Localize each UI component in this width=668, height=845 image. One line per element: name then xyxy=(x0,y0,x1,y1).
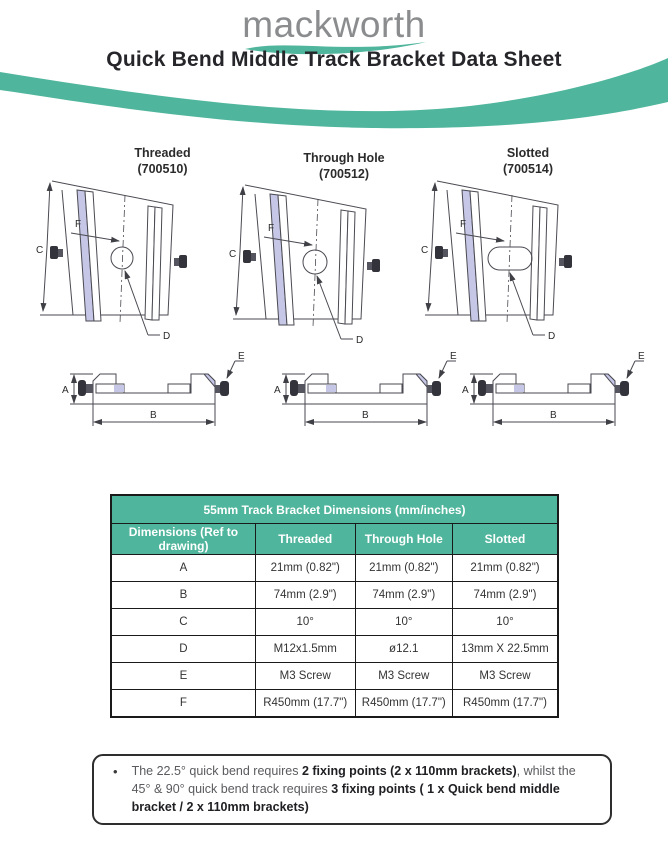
dim-label-a: A xyxy=(462,385,469,396)
cell-dim: F xyxy=(111,690,255,718)
dim-label-b: B xyxy=(362,410,369,421)
dim-label-d: D xyxy=(548,331,556,342)
cell-slotted: 13mm X 22.5mm xyxy=(452,636,558,663)
screw-icon xyxy=(243,250,380,272)
cell-threaded: 10° xyxy=(255,609,355,636)
cell-dim: E xyxy=(111,663,255,690)
drawing-part-number: (700514) xyxy=(502,162,554,177)
screw-icon xyxy=(435,246,572,268)
dim-label-f: F xyxy=(268,223,275,234)
note-segment-bold: 2 fixing points (2 x 110mm brackets) xyxy=(301,764,517,778)
bracket-drawing-through-hole xyxy=(228,167,428,357)
dim-label-c: C xyxy=(421,245,429,256)
column-header-dimensions: Dimensions (Ref to drawing) xyxy=(111,524,255,555)
table-header-row xyxy=(111,524,558,555)
note-segment: , whilst the 45° & 90° quick bend track requires xyxy=(131,764,576,796)
dim-label-f: F xyxy=(460,219,467,230)
mackworth-logo: mackworth xyxy=(242,4,426,45)
dim-label-c: C xyxy=(36,245,44,256)
cell-threaded: R450mm (17.7") xyxy=(255,690,355,718)
cell-through-hole: 74mm (2.9") xyxy=(355,582,452,609)
dim-label-c: C xyxy=(229,249,237,260)
dim-label-b: B xyxy=(550,410,557,421)
note-segment: The 22.5° quick bend requires xyxy=(131,764,302,778)
header-swoosh-graphic xyxy=(0,56,668,138)
fixing-points-note xyxy=(92,754,612,825)
drawing-name: Threaded xyxy=(134,146,191,160)
table-row xyxy=(111,636,558,663)
cell-through-hole: R450mm (17.7") xyxy=(355,690,452,718)
cell-slotted: M3 Screw xyxy=(452,663,558,690)
cell-slotted: R450mm (17.7") xyxy=(452,690,558,718)
table-title-row xyxy=(111,495,558,524)
drawing-part-number: (700510) xyxy=(137,162,188,177)
bracket-drawing-threaded xyxy=(35,163,235,353)
drawing-name: Slotted xyxy=(506,146,550,160)
drawing-name: Through Hole xyxy=(303,151,385,165)
dim-label-e: E xyxy=(450,351,457,362)
bracket-profile-threaded xyxy=(38,347,248,442)
cell-through-hole: M3 Screw xyxy=(355,663,452,690)
table-title: 55mm Track Bracket Dimensions (mm/inches) xyxy=(111,495,558,524)
column-header-slotted: Slotted xyxy=(452,524,558,555)
table-row xyxy=(111,555,558,582)
dim-label-a: A xyxy=(274,385,281,396)
table-row xyxy=(111,582,558,609)
dim-label-f: F xyxy=(75,219,82,230)
cell-dim: B xyxy=(111,582,255,609)
cell-slotted: 10° xyxy=(452,609,558,636)
dim-label-a: A xyxy=(62,385,69,396)
table-row xyxy=(111,609,558,636)
column-header-through-hole: Through Hole xyxy=(355,524,452,555)
table-row xyxy=(111,663,558,690)
cell-threaded: 74mm (2.9") xyxy=(255,582,355,609)
dim-label-d: D xyxy=(356,335,364,346)
cell-threaded: 21mm (0.82") xyxy=(255,555,355,582)
cell-dim: C xyxy=(111,609,255,636)
bracket-profile-slotted xyxy=(438,347,648,442)
cell-slotted: 74mm (2.9") xyxy=(452,582,558,609)
page-title: Quick Bend Middle Track Bracket Data Sheet xyxy=(106,48,562,71)
dim-label-e: E xyxy=(238,351,245,362)
cell-through-hole: 10° xyxy=(355,609,452,636)
cell-dim: D xyxy=(111,636,255,663)
note-text xyxy=(132,763,598,816)
cell-threaded: M12x1.5mm xyxy=(255,636,355,663)
column-header-threaded: Threaded xyxy=(255,524,355,555)
dim-label-d: D xyxy=(163,331,171,342)
bullet-icon: • xyxy=(113,764,118,779)
screw-icon xyxy=(50,246,187,268)
note-segment-bold: 3 fixing points ( 1 x Quick bend middle bracket / 2 x 110mm brackets) xyxy=(131,781,560,814)
bracket-drawing-slotted xyxy=(420,163,620,353)
dim-label-b: B xyxy=(150,410,157,421)
cell-threaded: M3 Screw xyxy=(255,663,355,690)
bracket-profile-through-hole xyxy=(250,347,460,442)
cell-dim: A xyxy=(111,555,255,582)
dim-label-e: E xyxy=(638,351,645,362)
drawing-part-number: (700512) xyxy=(318,167,370,182)
table-row xyxy=(111,690,558,718)
cell-through-hole: 21mm (0.82") xyxy=(355,555,452,582)
dimensions-table xyxy=(110,494,559,718)
cell-slotted: 21mm (0.82") xyxy=(452,555,558,582)
cell-through-hole: ø12.1 xyxy=(355,636,452,663)
